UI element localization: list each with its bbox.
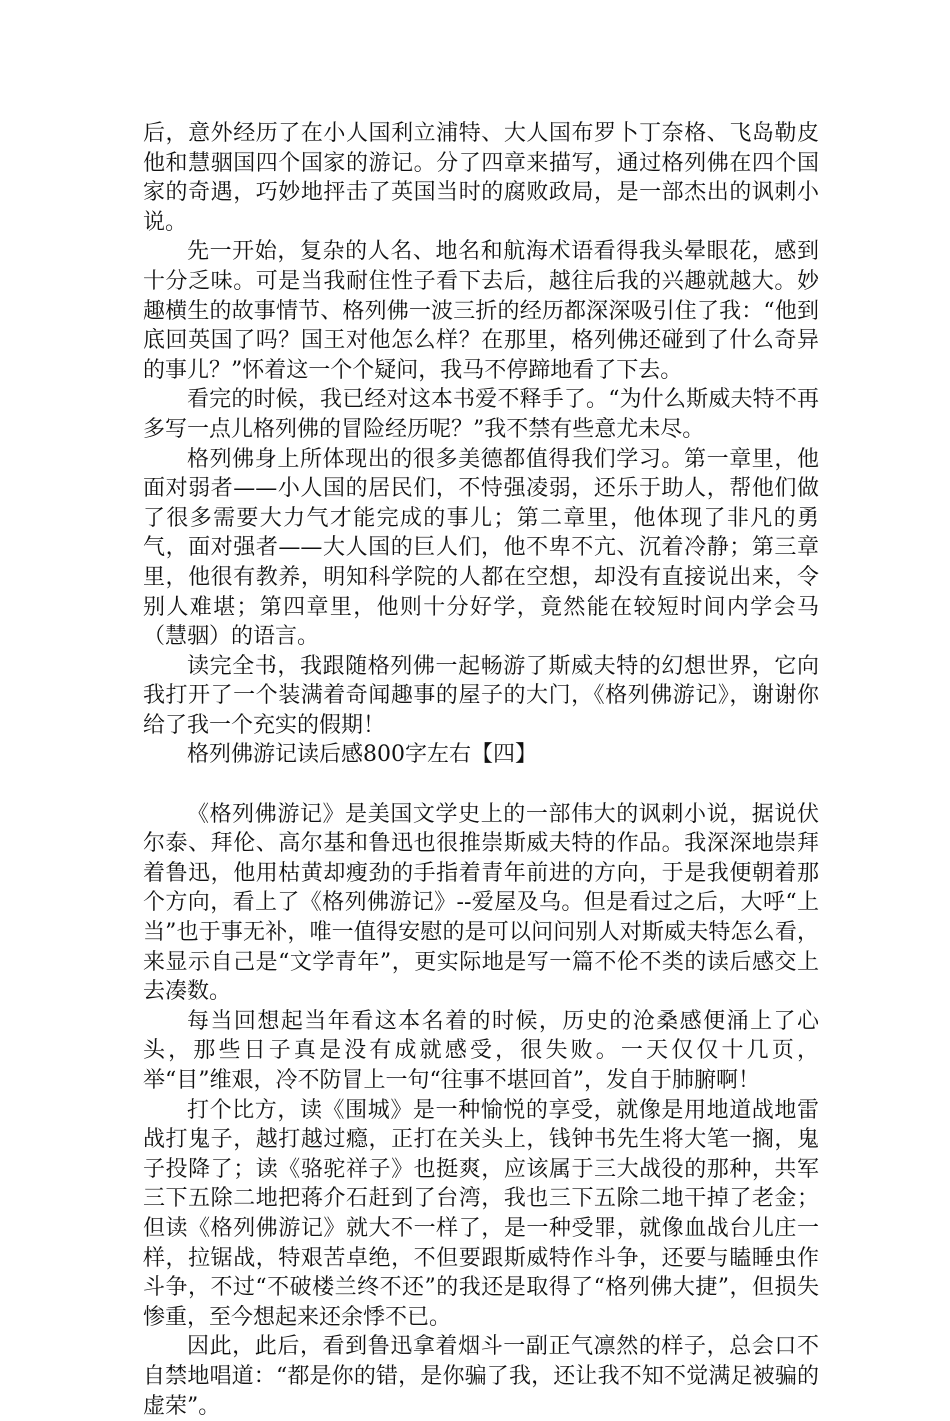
blank-line xyxy=(143,770,819,800)
document-body xyxy=(143,119,819,1421)
section-heading: 格列佛游记读后感800字左右【四】 xyxy=(187,742,537,768)
paragraph: 看完的时候，我已经对这本书爱不释手了。“为什么斯威夫特不再多写一点儿格列佛的冒险经历呢？”我不禁有些意尤未尽。 xyxy=(143,387,819,442)
paragraph: 每当回想起当年看这本名着的时候，历史的沧桑感便涌上了心头，那些日子真是没有成就感受，很失败。一天仅仅十几页，举“目”维艰，冷不防冒上一句“往事不堪回首”，发自于肺腑啊！ xyxy=(143,1008,819,1093)
paragraph: 《格列佛游记》是美国文学史上的一部伟大的讽刺小说，据说伏尔泰、拜伦、高尔基和鲁迅也很推崇斯威夫特的作品。我深深地崇拜着鲁迅，他用枯黄却瘦劲的手指着青年前进的方向，于是我便朝着那个方向，看上了《格列佛游记》--爱屋及乌。但是看过之后，大呼“上当”也于事无补，唯一值得安慰的是可以问问别人对斯威夫特怎么看，来显示自己是“文学青年”，更实际地是写一篇不伦不类的读后感交上去凑数。 xyxy=(143,801,819,1005)
paragraph: 读完全书，我跟随格列佛一起畅游了斯威夫特的幻想世界，它向我打开了一个装满着奇闻趣事的屋子的大门，《格列佛游记》，谢谢你给了我一个充实的假期！ xyxy=(143,653,819,738)
paragraph: 先一开始，复杂的人名、地名和航海术语看得我头晕眼花，感到十分乏味。可是当我耐住性子看下去后，越往后我的兴趣就越大。妙趣横生的故事情节、格列佛一波三折的经历都深深吸引住了我：“他到底回英国了吗？国王对他怎么样？在那里，格列佛还碰到了什么奇异的事儿？”怀着这一个个疑问，我马不停蹄地看了下去。 xyxy=(143,239,819,383)
paragraph: 格列佛身上所体现出的很多美德都值得我们学习。第一章里，他面对弱者——小人国的居民们，不恃强凌弱，还乐于助人，帮他们做了很多需要大力气才能完成的事儿；第二章里，他体现了非凡的勇气，面对强者——大人国的巨人们，他不卑不亢、沉着冷静；第三章里，他很有教养，明知科学院的人都在空想，却没有直接说出来，令别人难堪；第四章里，他则十分好学，竟然能在较短时间内学会马（慧骃）的语言。 xyxy=(143,446,819,650)
paragraph: 因此，此后，看到鲁迅拿着烟斗一副正气凛然的样子，总会口不自禁地唱道：“都是你的错，是你骗了我，还让我不知不觉满足被骗的虚荣”。 xyxy=(143,1334,819,1419)
paragraph: 后，意外经历了在小人国利立浦特、大人国布罗卜丁奈格、飞岛勒皮他和慧骃国四个国家的游记。分了四章来描写，通过格列佛在四个国家的奇遇，巧妙地抨击了英国当时的腐败政局，是一部杰出的讽刺小说。 xyxy=(143,121,819,235)
paragraph: 打个比方，读《围城》是一种愉悦的享受，就像是用地道战地雷战打鬼子，越打越过瘾，正打在关头上，钱钟书先生将大笔一搁，鬼子投降了；读《骆驼祥子》也挺爽，应该属于三大战役的那种，共军三下五除二地把蒋介石赶到了台湾，我也三下五除二地干掉了老金；但读《格列佛游记》就大不一样了，是一种受罪，就像血战台儿庄一样，拉锯战，特艰苦卓绝，不但要跟斯威特作斗争，还要与瞌睡虫作斗争，不过“不破楼兰终不还”的我还是取得了“格列佛大捷”，但损失惨重，至今想起来还余悸不已。 xyxy=(143,1097,819,1330)
